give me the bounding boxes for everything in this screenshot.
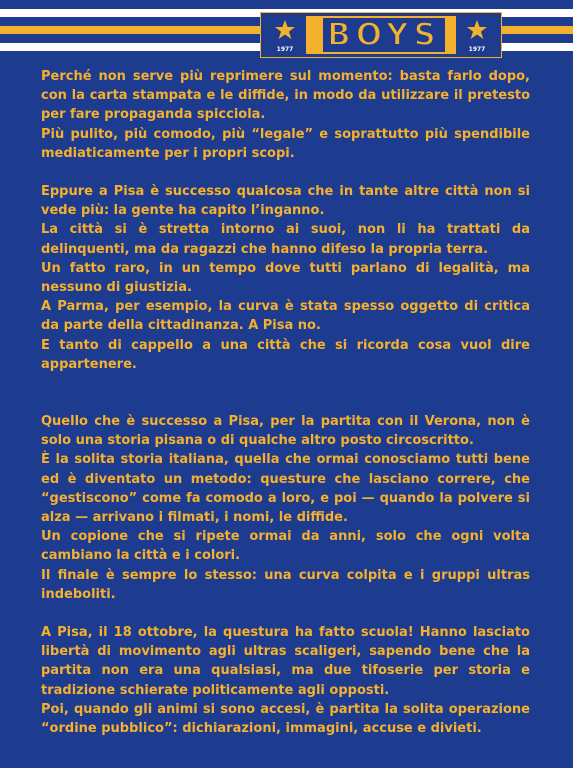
article-body [41, 67, 530, 738]
paragraph: Eppure a Pisa è successo qualcosa che in tante altre città non si vede più: la gente ha capito l’inganno. [41, 184, 530, 219]
logo-word [310, 16, 458, 54]
logo-year-left: 1977 [276, 46, 294, 53]
star-icon [466, 19, 488, 41]
paragraph-gap [41, 604, 530, 623]
paragraph: È la solita storia italiana, quella che ormai conosciamo tutti bene ed è diventato un metodo: questure che lasciano correre, che “gestiscono” come fa comodo a loro, e poi — quando la polvere si alza — arrivano i filmati, i nomi, le diffide. [41, 452, 530, 526]
logo-year-right: 1977 [468, 46, 486, 53]
paragraph: A Pisa, il 18 ottobre, la questura ha fatto scuola! Hanno lasciato libertà di movimento agli ultras scaligeri, sapendo bene che la partita non era una qualsiasi, ma due tifoserie per storia e tradizione schierate politicamente agli opposti. [41, 625, 530, 698]
logo-side-right [456, 16, 498, 54]
paragraph: Quello che è successo a Pisa, per la partita con il Verona, non è solo una storia pisana o di qualche altro posto circoscritto. [41, 414, 530, 449]
logo-side-left [264, 16, 306, 54]
logo-text: BOYS [323, 18, 445, 52]
paragraph: A Parma, per esempio, la curva è stata spesso oggetto di critica da parte della cittadinanza. A Pisa no. [41, 299, 530, 334]
paragraph-gap [41, 374, 530, 412]
paragraph: Poi, quando gli animi si sono accesi, è partita la solita operazione “ordine pubblico”: dichiarazioni, immagini, accuse e divieti. [41, 701, 530, 737]
paragraph: La città si è stretta intorno ai suoi, non li ha trattati da delinquenti, ma da ragazzi che hanno difeso la propria terra. [41, 222, 530, 257]
star-icon [274, 19, 296, 41]
paragraph: Un fatto raro, in un tempo dove tutti parlano di legalità, ma nessuno di giustizia. [41, 260, 530, 296]
paragraph: Più pulito, più comodo, più “legale” e soprattutto più spendibile mediaticamente per i propri scopi. [41, 126, 530, 161]
stripe-blue-top [0, 0, 573, 9]
logo-panel [264, 16, 498, 54]
paragraph: Il finale è sempre lo stesso: una curva colpita e i gruppi ultras indeboliti. [41, 567, 530, 602]
paragraph: E tanto di cappello a una città che si ricorda cosa vuol dire appartenere. [41, 337, 530, 372]
paragraph: Perché non serve più reprimere sul momento: basta farlo dopo, con la carta stampata e le diffide, in modo da utilizzare il pretesto per fare propaganda spicciola. [41, 69, 530, 123]
boys-logo [260, 12, 502, 58]
paragraph: Un copione che si ripete ormai da anni, solo che ogni volta cambiano la città e i colori. [41, 529, 530, 564]
paragraph-gap [41, 163, 530, 182]
